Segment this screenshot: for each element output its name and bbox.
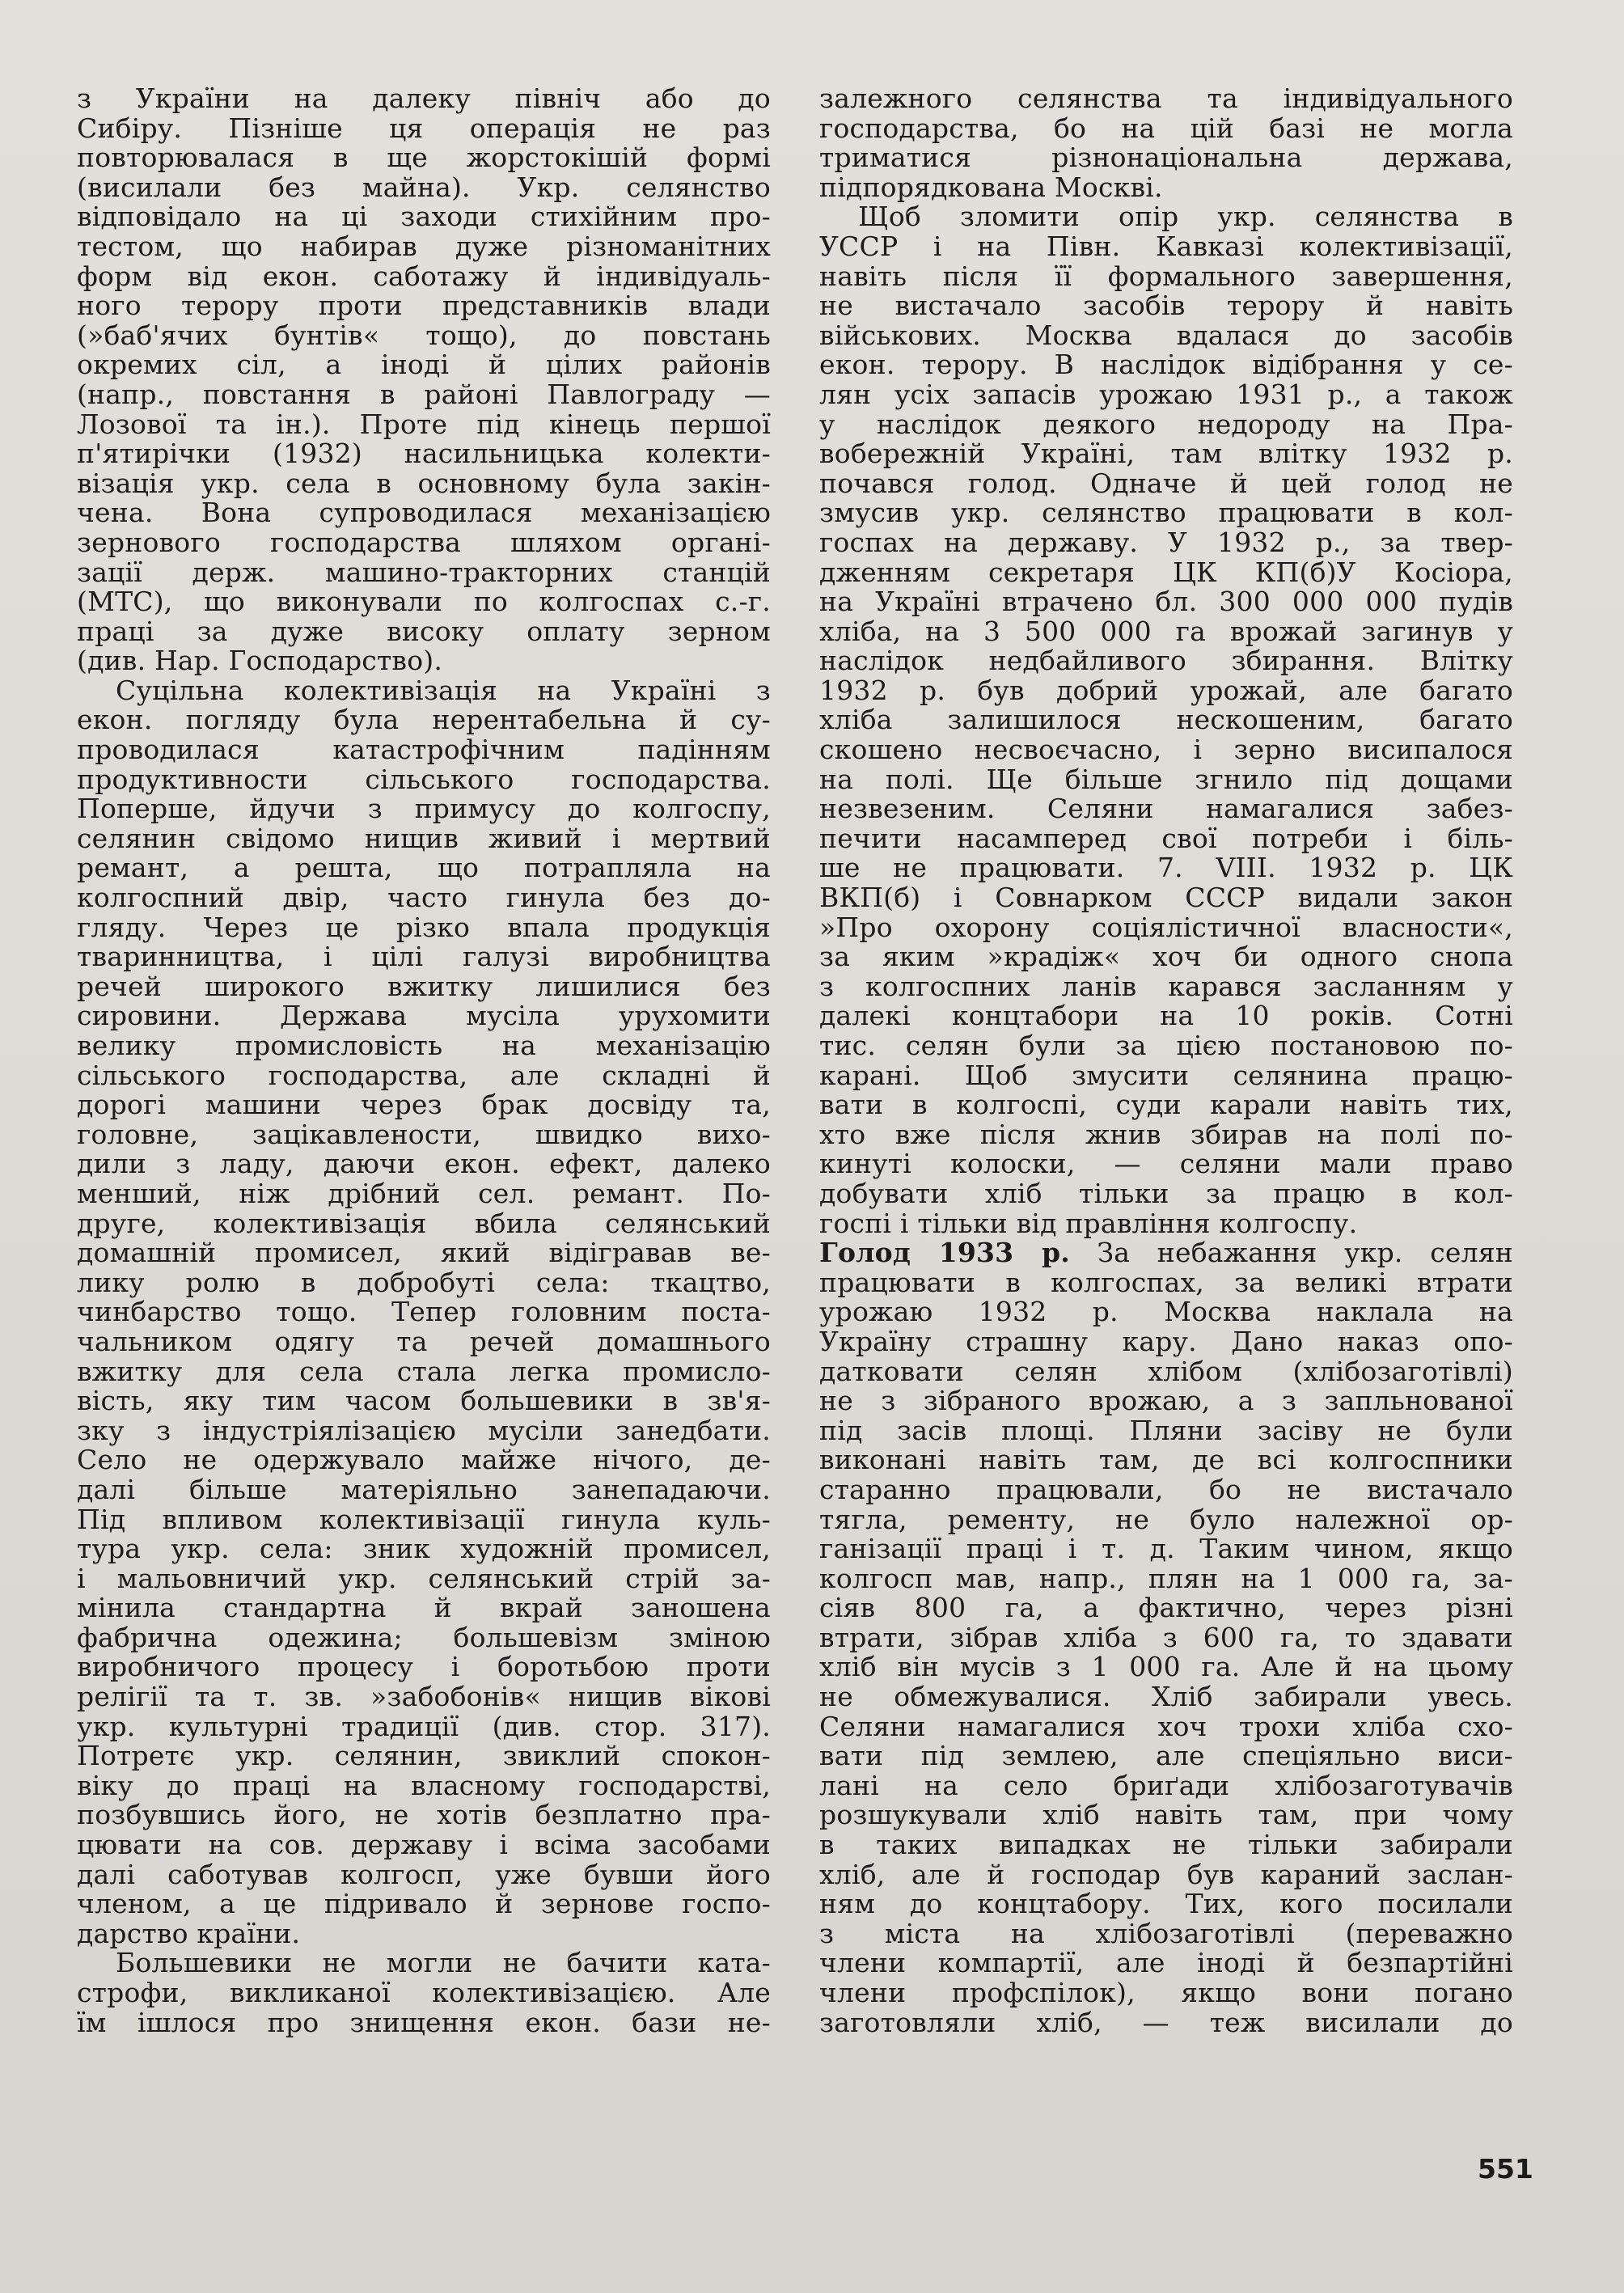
text-line: форм від екон. саботажу й індивідуаль- [77,260,771,292]
page-number: 551 [1478,2153,1533,2185]
text-line: екон. терору. В наслідок відібрання у се- [819,349,1513,381]
text-line: ганізації праці і т. д. Таким чином, якщо [819,1533,1513,1565]
text-line: втрати, зібрав хліба з 600 га, то здавати [819,1621,1513,1653]
text-line: Поперше, йдучи з примусу до колгоспу, [77,793,771,825]
text-line: з колгоспних ланів карався засланням у [819,970,1513,1002]
right-text-column [819,84,1513,2037]
text-line: карані. Щоб змусити селянина працю- [819,1059,1513,1091]
text-line: членом, а це підривало й зернове госпо- [77,1888,771,1920]
text-line: в таких випадках не тільки забирали [819,1829,1513,1861]
text-line: велику промисловість на механізацію [77,1030,771,1061]
text-line: військових. Москва вдалася до засобів [819,319,1513,351]
text-line: окремих сіл, а іноді й цілих районів [77,349,771,381]
text-line: члени профспілок), якщо вони погано [819,1977,1513,2008]
text-line: релігії та т. зв. »забобонів« нищив вікові [77,1681,771,1713]
text-line: (див. Нар. Господарство). [77,645,443,677]
text-line: не вистачало засобів терору й навіть [819,290,1513,322]
text-line: Голод 1933 р. За небажання укр. селян [819,1237,1513,1269]
text-line: з України на далеку північ або до [77,82,771,114]
text-line: зку з індустріялізацією мусіли занедбати. [77,1414,771,1446]
text-line: Під впливом колективізації гинула куль- [77,1503,771,1535]
text-line: незвезеним. Селяни намагалися забез- [819,793,1513,825]
text-line: (напр., повстання в районі Павлограду — [77,378,771,410]
text-line: чена. Вона супроводилася механізацією [77,497,771,529]
text-line: дженням секретаря ЦК КП(б)У Косіора, [819,556,1513,588]
text-line: лані на село бриґади хлібозаготувачів [819,1769,1513,1801]
text-line: ремант, а решта, що потрапляла на [77,852,771,884]
text-line: (»баб'ячих бунтів« тощо), до повстань [77,319,771,351]
text-line: екон. погляду була нерентабельна й су- [77,704,771,736]
text-line: не з зібраного врожаю, а з запльнованої [819,1385,1513,1417]
text-line: розшукували хліб навіть там, при чому [819,1799,1513,1831]
text-line: хліб, але й господар був караний заслан- [819,1858,1513,1890]
text-line: ше не працювати. 7. VIII. 1932 р. ЦК [819,852,1513,884]
text-line: на Україні втрачено бл. 300 000 000 пудів [819,586,1513,618]
text-line: госпі і тільки від правління колгоспу. [819,1207,1358,1239]
text-line: тягла, ременту, не було належної ор- [819,1503,1513,1535]
text-line: чинбарство тощо. Тепер головним поста- [77,1296,771,1328]
text-line: під засів площі. Пляни засіву не були [819,1414,1513,1446]
text-line: головне, зацікавлености, швидко вихо- [77,1118,771,1150]
text-line: не обмежувалися. Хліб забирали увесь. [819,1681,1513,1713]
text-line: віку до праці на власному господарстві, [77,1769,771,1801]
text-line: сіяв 800 га, а фактично, через різні [819,1592,1513,1624]
text-line: з міста на хлібозаготівлі (переважно [819,1917,1513,1949]
text-line: госпах на державу. У 1932 р., за твер- [819,526,1513,558]
text-line: навіть після її формального завершення, [819,260,1513,292]
text-line: продуктивности сільського господарства. [77,763,771,795]
text-line: вати під землею, але спеціяльно виси- [819,1740,1513,1772]
text-line: зації держ. машино-тракторних станцій [77,556,771,588]
text-line: вобережній Україні, там влітку 1932 р. [819,438,1513,470]
text-line: почався голод. Одначе й цей голод не [819,467,1513,499]
text-line: п'ятирічки (1932) насильницька колекти- [77,438,771,470]
text-line: їм ішлося про знищення екон. бази не- [77,2006,771,2038]
text-line: триматися різнонаціональна держава, [819,142,1513,174]
text-line: зернового господарства шляхом органі- [77,526,771,558]
text-line: далі саботував колгосп, уже бувши його [77,1858,771,1890]
text-line: праці за дуже високу оплату зерном [77,615,771,647]
text-line: 1932 р. був добрий урожай, але багато [819,674,1513,706]
text-line: чальником одягу та речей домашнього [77,1325,771,1357]
text-line: заготовляли хліб, — теж висилали до [819,2006,1513,2038]
text-line: залежного селянства та індивідуального [819,82,1513,114]
text-line: працювати в колгоспах, за великі втрати [819,1266,1513,1298]
text-line: (МТС), що виконували по колгоспах с.-г. [77,586,771,618]
text-line: ного терору проти представників влади [77,290,771,322]
text-line: строфи, викликаної колективізацією. Але [77,1977,771,2008]
text-line: виробничого процесу і боротьбою проти [77,1651,771,1683]
text-line: (висилали без майна). Укр. селянство [77,171,771,203]
text-line: дарство країни. [77,1917,301,1949]
text-line: »Про охорону соціялістичної власности«, [819,911,1513,943]
left-text-column [77,84,771,2037]
text-line: на полі. Ще більше згнило під дощами [819,763,1513,795]
text-line: добувати хліб тільки за працю в кол- [819,1177,1513,1209]
text-line: тис. селян були за цією постановою по- [819,1030,1513,1061]
text-line: цювати на сов. державу і всіма засобами [77,1829,771,1861]
text-line: виконані навіть там, де всі колгоспники [819,1444,1513,1476]
text-line: друге, колективізація вбила селянський [77,1207,771,1239]
text-line: далекі концтабори на 10 років. Сотні [819,1000,1513,1032]
text-line: урожаю 1932 р. Москва наклала на [819,1296,1513,1328]
text-line: позбувшись його, не хотів безплатно пра- [77,1799,771,1831]
text-line: тура укр. села: зник художній промисел, [77,1533,771,1565]
text-line: скошено несвоєчасно, і зерно висипалося [819,734,1513,766]
text-line: хто вже після жнив збирав на полі по- [819,1118,1513,1150]
text-line: ВКП(б) і Совнарком СССР видали закон [819,882,1513,914]
text-line: гляду. Через це різко впала продукція [77,911,771,943]
text-line: вжитку для села стала легка промисло- [77,1355,771,1387]
text-line: Суцільна колективізація на Україні з [116,674,771,706]
text-line: за яким »крадіж« хоч би одного снопа [819,941,1513,973]
text-line: кинуті колоски, — селяни мали право [819,1148,1513,1180]
text-line: члени компартії, але іноді й безпартійні [819,1947,1513,1979]
text-line: колгосп мав, напр., плян на 1 000 га, за- [819,1562,1513,1594]
text-line: менший, ніж дрібний сел. ремант. По- [77,1177,771,1209]
text-line: Україну страшну кару. Дано наказ опо- [819,1325,1513,1357]
text-line: проводилася катастрофічним падінням [77,734,771,766]
text-line: Потретє укр. селянин, звиклий спокон- [77,1740,771,1772]
text-line: Село не одержувало майже нічого, де- [77,1444,771,1476]
text-line: старанно працювали, бо не вистачало [819,1473,1513,1505]
section-heading: Голод 1933 р. [819,1237,1070,1269]
text-line: печити насамперед свої потреби і біль- [819,822,1513,854]
text-line: повторювалася в ще жорстокішій формі [77,142,771,174]
text-line: Щоб зломити опір укр. селянства в [858,201,1513,233]
text-line: візація укр. села в основному була закін- [77,467,771,499]
text-line: домашній промисел, який відігравав ве- [77,1237,771,1269]
text-line: речей широкого вжитку лишилися без [77,970,771,1002]
text-line: сировини. Держава мусіла урухомити [77,1000,771,1032]
text-line: лян усіх запасів урожаю 1931 р., а також [819,378,1513,410]
text-line: вість, яку тим часом большевики в зв'я- [77,1385,771,1417]
text-line: тваринництва, і цілі галузі виробництва [77,941,771,973]
text-line: господарства, бо на цій базі не могла [819,112,1513,144]
text-line: Сибіру. Пізніше ця операція не раз [77,112,771,144]
text-line: селянин свідомо нищив живий і мертвий [77,822,771,854]
text-line: хліба залишилося нескошеним, багато [819,704,1513,736]
text-line: укр. культурні традиції (див. стор. 317). [77,1710,771,1742]
text-line: вати в колгоспі, суди карали навіть тих, [819,1089,1513,1121]
text-line: далі більше матеріяльно занепадаючи. [77,1473,771,1505]
text-line: дили з ладу, даючи екон. ефект, далеко [77,1148,771,1180]
text-line: підпорядкована Москві. [819,171,1163,203]
text-line: відповідало на ці заходи стихійним про- [77,201,771,233]
text-line: хліб він мусів з 1 000 га. Але й на цьому [819,1651,1513,1683]
text-line: ням до концтабору. Тих, кого посилали [819,1888,1513,1920]
text-line: фабрична одежина; большевізм зміною [77,1621,771,1653]
text-line: і мальовничий укр. селянський стрій за- [77,1562,771,1594]
text-line: колгоспний двір, часто гинула без до- [77,882,771,914]
text-line: сільського господарства, але складні й [77,1059,771,1091]
text-line: дорогі машини через брак досвіду та, [77,1089,771,1121]
text-line: Большевики не могли не бачити ката- [116,1947,771,1979]
text-line: у наслідок деякого недороду на Пра- [819,408,1513,440]
text-line: наслідок недбайливого збирання. Влітку [819,645,1513,677]
text-line: лику ролю в добробуті села: ткацтво, [77,1266,771,1298]
text-line: УССР і на Півн. Кавказі колективізації, [819,230,1513,262]
text-line: мінила стандартна й вкрай заношена [77,1592,771,1624]
text-line: датковати селян хлібом (хлібозаготівлі) [819,1355,1513,1387]
text-line: тестом, що набирав дуже різноманітних [77,230,771,262]
text-line: змусив укр. селянство працювати в кол- [819,497,1513,529]
text-line: Селяни намагалися хоч трохи хліба схо- [819,1710,1513,1742]
text-line: Лозової та ін.). Проте під кінець першої [77,408,771,440]
text-line: хліба, на 3 500 000 га врожай загинув у [819,615,1513,647]
